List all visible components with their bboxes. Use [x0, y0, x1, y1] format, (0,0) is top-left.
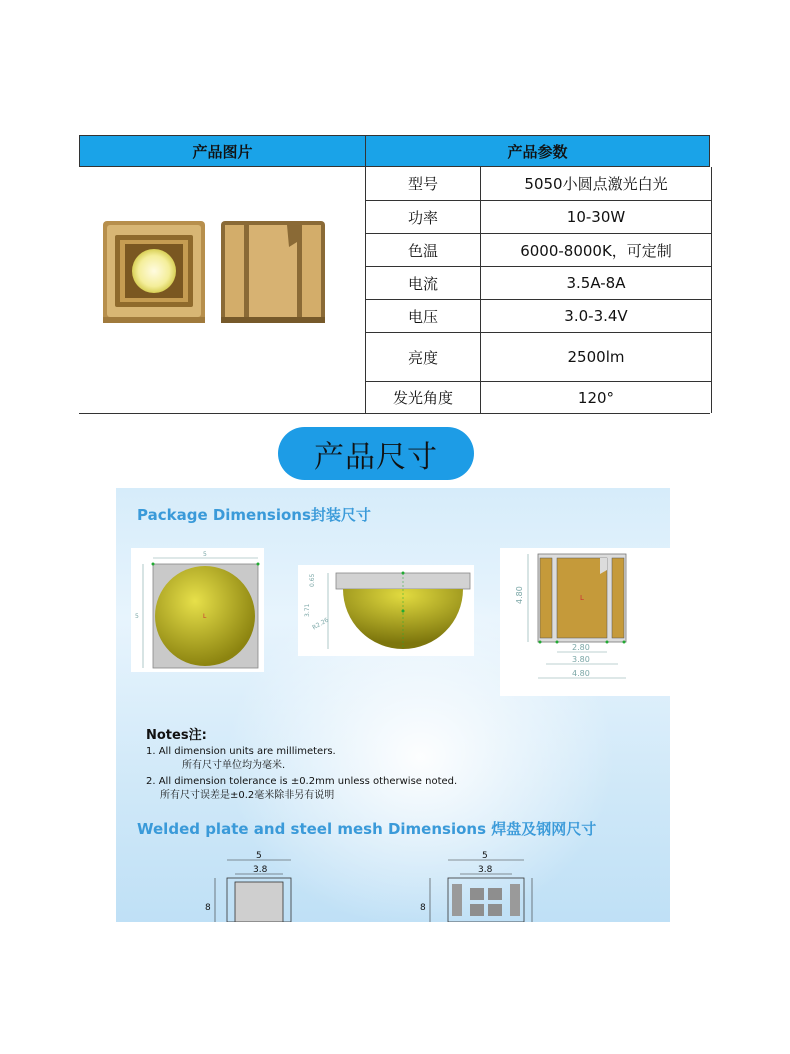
header-product-params: 产品参数 [365, 135, 710, 167]
side-view-figure [298, 565, 474, 656]
svg-text:L: L [580, 594, 584, 602]
param-value: 10-30W [566, 208, 626, 226]
product-image-cell [79, 167, 366, 414]
table-row [366, 333, 711, 382]
bottom-view-label-outer: 4.80 [572, 669, 590, 678]
param-key: 电压 [366, 300, 481, 332]
table-row [366, 300, 711, 333]
pad-right-side-label: 8 [420, 903, 426, 913]
section-heading: 产品尺寸 [278, 427, 474, 480]
side-view-label-c: R2.26 [311, 616, 330, 632]
pad-layout-right [408, 848, 548, 922]
top-view-height-label: 5 [135, 613, 139, 620]
param-key: 色温 [366, 234, 481, 266]
bottom-view-label-mid: 3.80 [572, 655, 590, 664]
param-key: 型号 [366, 167, 481, 200]
led-back-view [221, 221, 325, 323]
pad-left-inner-label: 3.8 [253, 865, 268, 875]
param-key: 亮度 [366, 333, 481, 381]
param-value: 3.5A-8A [566, 274, 626, 292]
svg-text:L: L [203, 613, 207, 620]
note-1-en: 1. All dimension units are millimeters. [146, 746, 336, 757]
param-value: 3.0-3.4V [564, 307, 628, 325]
param-value: 5050小圆点激光白光 [524, 175, 668, 193]
bottom-view-height-label: 4.80 [515, 586, 524, 604]
package-dimensions-title: Package Dimensions封装尺寸 [137, 506, 371, 524]
note-2-zh: 所有尺寸误差是±0.2毫米除非另有说明 [160, 790, 335, 801]
table-row [366, 234, 711, 267]
top-view-figure [131, 548, 264, 672]
header-product-image: 产品图片 [79, 135, 366, 167]
led-front-view [103, 221, 205, 323]
table-row [366, 167, 711, 201]
table-row [366, 382, 711, 413]
dimensions-panel [116, 488, 670, 922]
side-view-label-b: 3.71 [304, 603, 311, 617]
param-key: 电流 [366, 267, 481, 299]
pad-left-side-label: 8 [205, 903, 211, 913]
note-1-zh: 所有尺寸单位均为毫米. [182, 760, 286, 771]
notes [146, 729, 457, 803]
bottom-view-label-inner: 2.80 [572, 643, 590, 652]
param-value: 2500lm [567, 348, 625, 366]
welded-title: Welded plate and steel mesh Dimensions 焊盘及钢网尺寸 [137, 820, 597, 838]
table-row [366, 267, 711, 300]
param-key: 发光角度 [366, 382, 481, 413]
note-2-en: 2. All dimension tolerance is ±0.2mm unless otherwise noted. [146, 776, 458, 787]
param-value: 120° [577, 388, 615, 407]
pad-right-inner-label: 3.8 [478, 865, 493, 875]
pad-right-outer-label: 5 [482, 851, 488, 861]
top-view-width-label: 5 [203, 551, 207, 558]
param-key: 功率 [366, 201, 481, 233]
param-rows [365, 167, 712, 413]
pad-left-outer-label: 5 [256, 851, 262, 861]
pad-layout-left [201, 848, 321, 922]
spec-table [79, 135, 710, 414]
side-view-label-a: 0.65 [309, 573, 316, 587]
param-value: 6000-8000K，可定制 [520, 241, 672, 260]
table-row [366, 201, 711, 234]
led-product-photo [79, 167, 366, 414]
notes-title: Notes注: [146, 728, 207, 743]
bottom-view-figure [500, 548, 670, 696]
